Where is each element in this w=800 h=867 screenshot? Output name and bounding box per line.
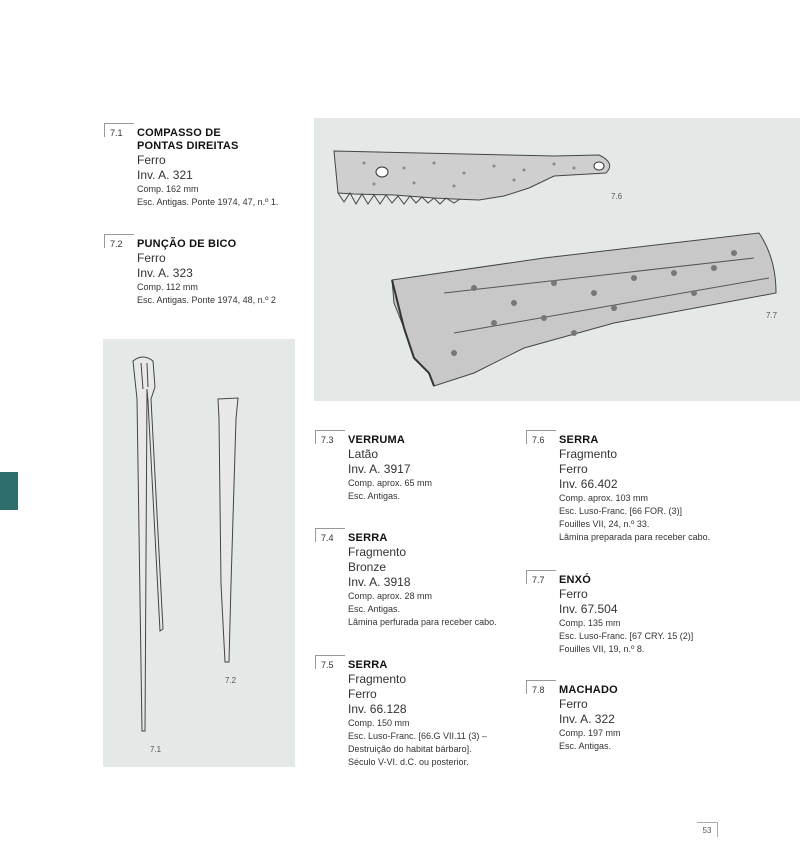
entry-number: 7.1 [104, 127, 128, 139]
entry-note: Destruição do habitat bárbaro]. [348, 744, 472, 754]
entry-note: Fouilles VII, 19, n.º 8. [559, 644, 645, 654]
entry-number: 7.8 [526, 684, 550, 696]
entry-note: Comp. 197 mm [559, 728, 621, 738]
entry-line: Inv. 66.128 [348, 702, 407, 716]
entry-line: Ferro [137, 153, 166, 167]
entry-note: Esc. Antigas. [348, 491, 401, 501]
entry-line: Ferro [559, 587, 588, 601]
tools-illustration [103, 339, 295, 767]
entry-title: PONTAS DIREITAS [137, 140, 239, 152]
entry-number: 7.7 [526, 574, 550, 586]
entry-note: Século V-VI. d.C. ou posterior. [348, 757, 469, 767]
entry-line: Ferro [137, 251, 166, 265]
section-tab [0, 472, 18, 510]
entry-note: Comp. aprox. 103 mm [559, 493, 649, 503]
entry-line: Ferro [559, 462, 588, 476]
entry-note: Lâmina perfurada para receber cabo. [348, 617, 497, 627]
entry-note: Comp. aprox. 65 mm [348, 478, 433, 488]
entry-line: Latão [348, 447, 379, 461]
entry-line: Inv. A. 323 [137, 266, 193, 280]
entry-note: Esc. Luso-Franc. [67 CRY. 15 (2)] [559, 631, 694, 641]
entry-line: Inv. A. 321 [137, 168, 193, 182]
image-panel-left [103, 339, 295, 767]
image-panel-top-right [314, 118, 800, 401]
entry-line: Inv. 66.402 [559, 477, 618, 491]
entry-line: Fragmento [559, 447, 618, 461]
entry-number: 7.6 [526, 434, 550, 446]
entry-title: MACHADO [559, 684, 618, 696]
caption-7-7: 7.7 [766, 311, 778, 320]
page-number: 53 [697, 822, 718, 837]
entry-line: Inv. A. 3918 [348, 575, 411, 589]
entry-note: Comp. 162 mm [137, 184, 199, 194]
entry-line: Inv. A. 322 [559, 712, 615, 726]
saw-drawing [334, 151, 610, 204]
entry-note: Esc. Antigas. [559, 741, 612, 751]
entry-line: Ferro [348, 687, 377, 701]
entry-title: PUNÇÃO DE BICO [137, 238, 237, 250]
entry-note: Esc. Antigas. Ponte 1974, 48, n.º 2 [137, 295, 276, 305]
entry-line: Inv. A. 3917 [348, 462, 411, 476]
entry-note: Fouilles VII, 24, n.º 33. [559, 519, 650, 529]
entry-number: 7.5 [315, 659, 339, 671]
saw-fragment-illustration [314, 118, 800, 401]
entry-note: Esc. Luso-Franc. [66 FOR. (3)] [559, 506, 683, 516]
entry-title: SERRA [348, 532, 388, 544]
entry-number: 7.3 [315, 434, 339, 446]
entry-note: Comp. aprox. 28 mm [348, 591, 433, 601]
entry-title: COMPASSO DE [137, 127, 221, 139]
punch-drawing [218, 398, 238, 662]
entry-title: SERRA [348, 659, 388, 671]
entry-note: Esc. Luso-Franc. [66.G VII.11 (3) – [348, 731, 487, 741]
entry-note: Comp. 112 mm [137, 282, 198, 292]
entry-number: 7.2 [104, 238, 128, 250]
entry-note: Esc. Antigas. [348, 604, 401, 614]
entry-title: SERRA [559, 434, 599, 446]
entry-line: Fragmento [348, 545, 407, 559]
entry-note: Lâmina preparada para receber cabo. [559, 532, 711, 542]
entry-line: Inv. 67.504 [559, 602, 618, 616]
adze-drawing [392, 233, 776, 386]
entry-note: Esc. Antigas. Ponte 1974, 47, n.º 1. [137, 197, 279, 207]
caption-7-1: 7.1 [150, 745, 162, 754]
entry-title: ENXÓ [559, 574, 591, 586]
entry-line: Ferro [559, 697, 588, 711]
entry-line: Bronze [348, 560, 387, 574]
entry-line: Fragmento [348, 672, 407, 686]
entry-title: VERRUMA [348, 434, 406, 446]
entry-note: Comp. 135 mm [559, 618, 621, 628]
entry-note: Comp. 150 mm [348, 718, 410, 728]
caption-7-6: 7.6 [611, 192, 623, 201]
compass-drawing [133, 357, 163, 731]
caption-7-2: 7.2 [225, 676, 237, 685]
entry-number: 7.4 [315, 532, 339, 544]
